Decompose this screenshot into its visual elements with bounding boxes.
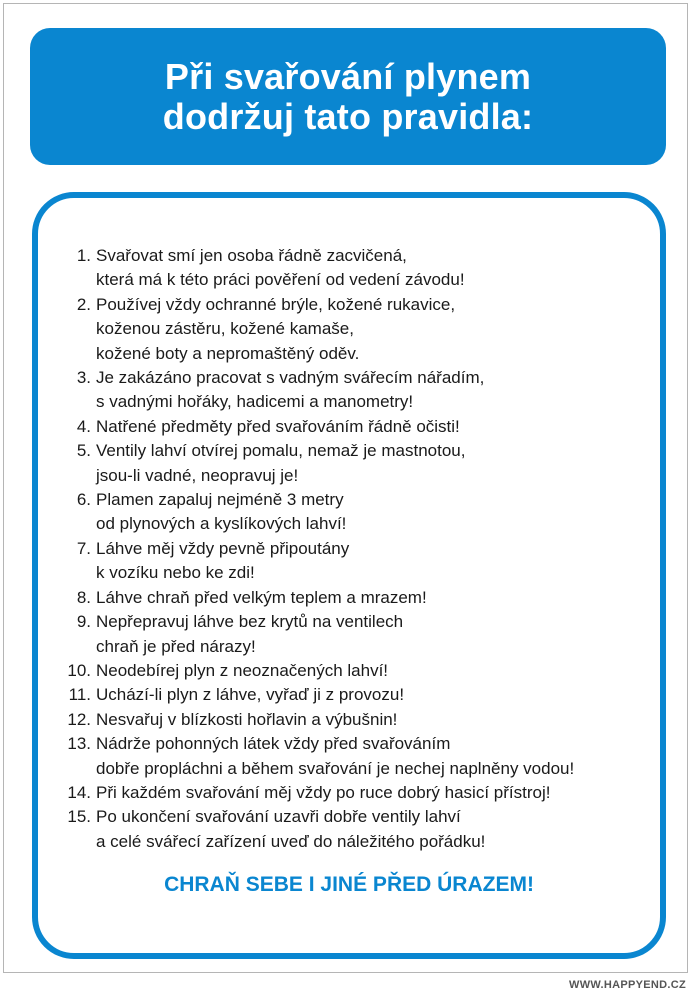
- rule-line: Při každém svařování měj vždy po ruce dobrý hasicí přístroj!: [96, 782, 551, 802]
- rule-line: Nesvařuj v blízkosti hořlavin a výbušnin!: [96, 709, 398, 729]
- rule-line: k vozíku nebo ke zdi!: [96, 563, 255, 583]
- rule-item: [60, 366, 660, 415]
- slogan: CHRAŇ SEBE I JINÉ PŘED ÚRAZEM!: [164, 873, 534, 896]
- rule-line: chraň je před nárazy!: [96, 636, 256, 656]
- website-footer: WWW.HAPPYEND.CZ: [569, 979, 686, 991]
- rule-item: [60, 659, 660, 683]
- rule-text: [96, 488, 346, 537]
- rule-number: 5.: [76, 441, 91, 461]
- rule-text: [96, 732, 574, 781]
- rule-line: která má k této práci pověření od vedení závodu!: [96, 270, 465, 290]
- rule-text: [96, 586, 427, 610]
- rule-item: [60, 781, 660, 805]
- rule-item: [60, 805, 660, 854]
- rule-item: [60, 415, 660, 439]
- rule-text: [96, 659, 388, 683]
- rule-number: 15.: [67, 807, 91, 827]
- rule-item: [60, 488, 660, 537]
- rule-line: Nepřepravuj láhve bez krytů na ventilech: [96, 612, 404, 632]
- rule-line: Láhve měj vždy pevně připoutány: [96, 538, 350, 558]
- rules-list: [60, 244, 660, 854]
- rule-number: 2.: [76, 294, 91, 314]
- rule-line: od plynových a kyslíkových lahví!: [96, 514, 347, 534]
- rule-number: 8.: [76, 587, 91, 607]
- rule-text: [96, 366, 484, 415]
- rule-number: 9.: [76, 612, 91, 632]
- rule-number: 12.: [67, 709, 91, 729]
- rule-line: dobře propláchni a během svařování je nechej naplněny vodou!: [96, 758, 575, 778]
- title-line-2: dodržuj tato pravidla:: [162, 95, 534, 137]
- rule-item: [60, 244, 660, 293]
- rule-number: 4.: [76, 416, 91, 436]
- rule-text: [96, 708, 397, 732]
- rule-line: Neodebírej plyn z neoznačených lahví!: [96, 660, 389, 680]
- rule-line: Láhve chraň před velkým teplem a mrazem!: [96, 587, 427, 607]
- rule-number: 7.: [76, 538, 91, 558]
- rule-item: [60, 708, 660, 732]
- rule-text: [96, 683, 404, 707]
- rule-line: Nádrže pohonných látek vždy před svařováním: [96, 734, 451, 754]
- rule-number: 6.: [76, 490, 91, 510]
- rule-text: [96, 293, 455, 366]
- title-banner: [30, 28, 666, 165]
- rule-text: [96, 537, 349, 586]
- rule-number: 10.: [67, 660, 91, 680]
- rule-text: [96, 244, 465, 293]
- rule-item: [60, 732, 660, 781]
- rule-line: Natřené předměty před svařováním řádně očisti!: [96, 416, 460, 436]
- rule-item: [60, 610, 660, 659]
- rule-text: [96, 439, 465, 488]
- rule-text: [96, 610, 403, 659]
- rule-item: [60, 439, 660, 488]
- rule-text: [96, 805, 485, 854]
- rule-number: 11.: [68, 685, 91, 705]
- rule-number: 1.: [76, 246, 91, 265]
- rule-number: 14.: [67, 782, 91, 802]
- rule-line: Používej vždy ochranné brýle, kožené rukavice,: [96, 294, 456, 314]
- rule-line: Uchází-li plyn z láhve, vyřaď ji z provozu!: [96, 685, 405, 705]
- rule-line: Plamen zapaluj nejméně 3 metry: [96, 490, 344, 510]
- rule-number: 13.: [67, 734, 91, 754]
- title-line-1: Při svařování plynem: [164, 55, 532, 97]
- rule-text: [96, 415, 460, 439]
- rule-text: [96, 781, 550, 805]
- rule-line: s vadnými hořáky, hadicemi a manometry!: [96, 392, 414, 412]
- rule-line: koženou zástěru, kožené kamaše,: [96, 319, 354, 339]
- rule-item: [60, 683, 660, 707]
- rule-item: [60, 586, 660, 610]
- rule-line: jsou-li vadné, neopravuj je!: [96, 465, 299, 485]
- rule-line: Ventily lahví otvírej pomalu, nemaž je mastnotou,: [96, 441, 466, 461]
- rule-line: Svařovat smí jen osoba řádně zacvičená,: [96, 246, 407, 265]
- rule-line: Po ukončení svařování uzavři dobře ventily lahví: [96, 807, 461, 827]
- rule-item: [60, 537, 660, 586]
- rule-line: Je zakázáno pracovat s vadným svářecím nářadím,: [96, 368, 485, 388]
- rule-line: kožené boty a nepromaštěný oděv.: [96, 343, 360, 363]
- rule-line: a celé svářecí zařízení uveď do náležitého pořádku!: [96, 831, 486, 851]
- rule-item: [60, 293, 660, 366]
- rule-number: 3.: [76, 368, 91, 388]
